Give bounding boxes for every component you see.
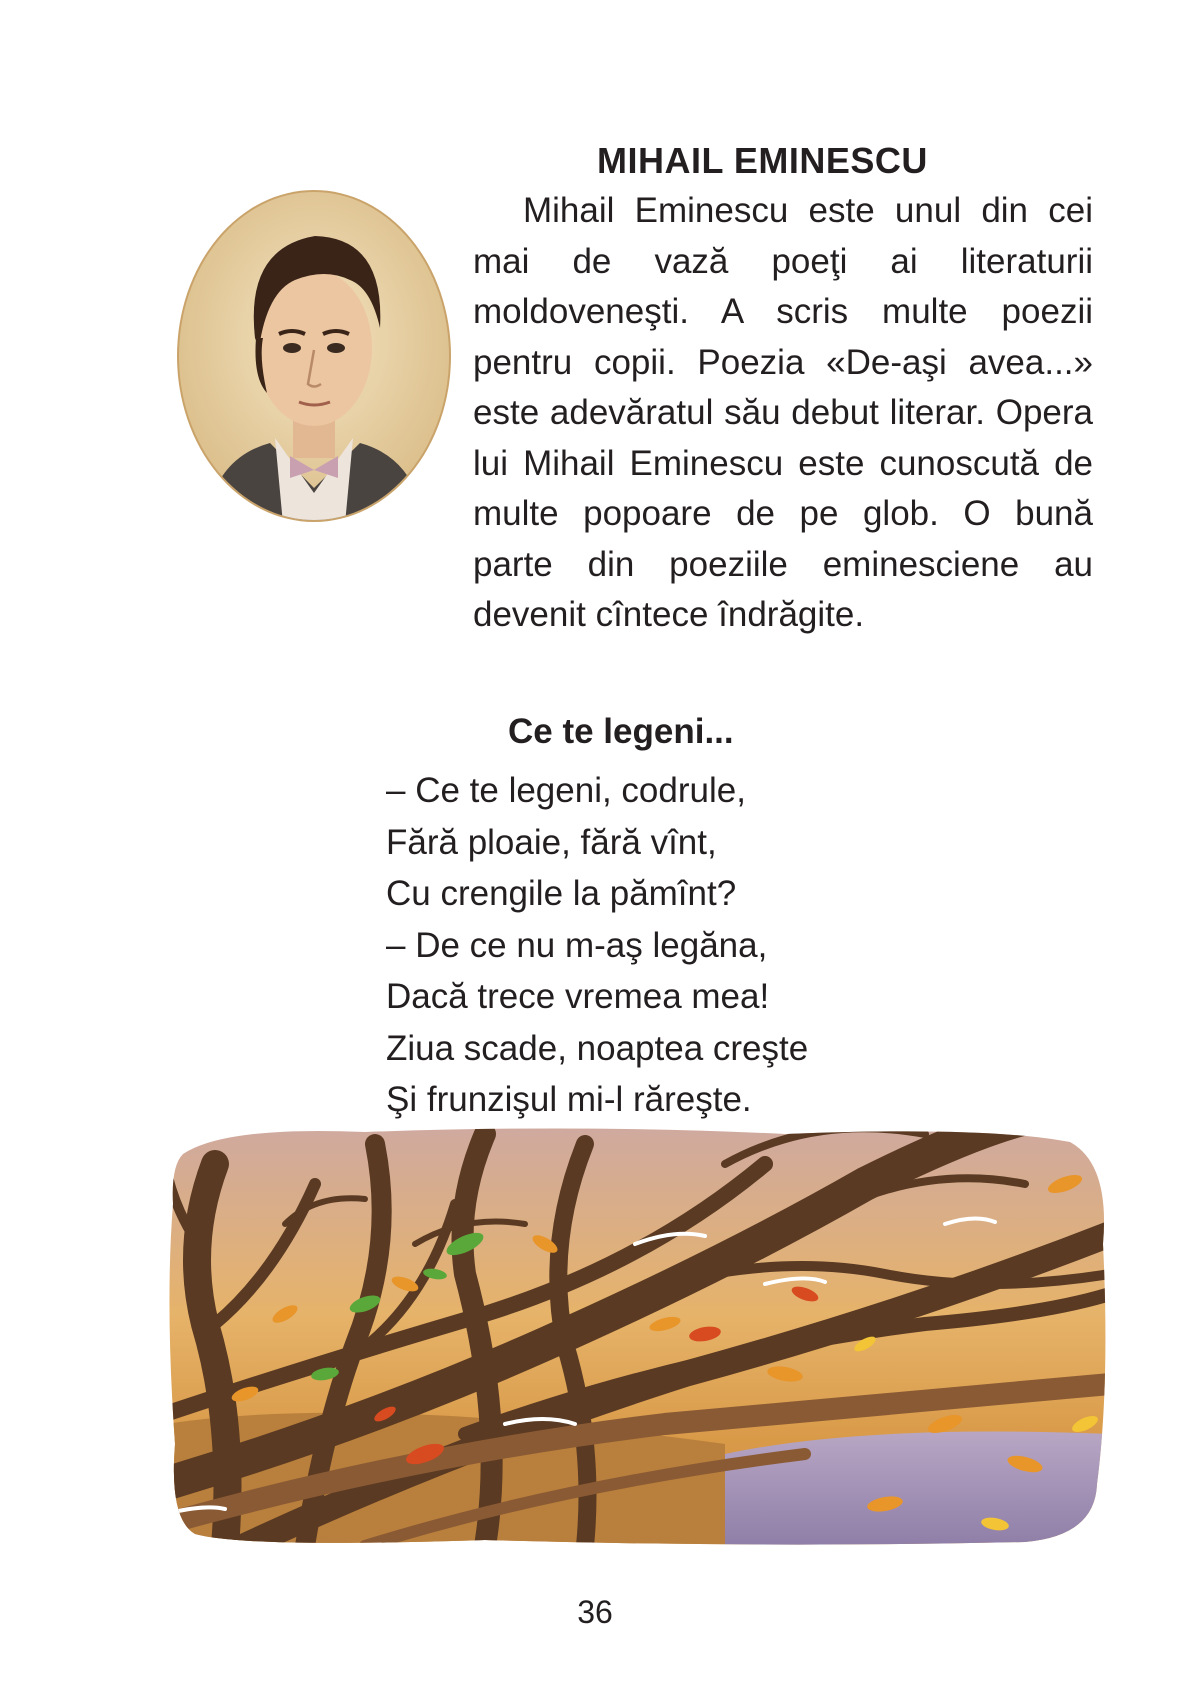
poem-line: – Ce te legeni, codrule, bbox=[386, 771, 746, 810]
poem-line: Cu crengile la pămînt? bbox=[386, 874, 737, 913]
poem-line: Fără ploaie, fără vînt, bbox=[386, 822, 717, 862]
poem-title: Ce te legeni... bbox=[508, 712, 734, 751]
poem-line: Dacă trece vremea mea! bbox=[386, 977, 770, 1016]
poem-line: – De ce nu m-aş legăna, bbox=[386, 925, 768, 965]
article-title: MIHAIL EMINESCU bbox=[597, 140, 928, 181]
poem-verses bbox=[386, 765, 946, 1126]
portrait-image bbox=[175, 188, 453, 524]
autumn-forest-illustration bbox=[165, 1124, 1110, 1546]
page-number: 36 bbox=[577, 1594, 613, 1630]
poem-line: Ziua scade, noaptea creşte bbox=[386, 1028, 809, 1068]
poem-line: Şi frunzişul mi-l răreşte. bbox=[386, 1080, 752, 1119]
biography-text: Mihail Eminescu este unul din cei mai de vază poeţi ai literaturii moldoveneşti. A scris multe poezii pentru copii. Poezia «De-aşi avea...» este adevăratul său debut literar. Opera lui Mihail Eminescu este cunoscută de multe popoare de pe glob. O bună parte din poeziile eminesciene au devenit cîntece îndrăgite. bbox=[473, 191, 1093, 634]
